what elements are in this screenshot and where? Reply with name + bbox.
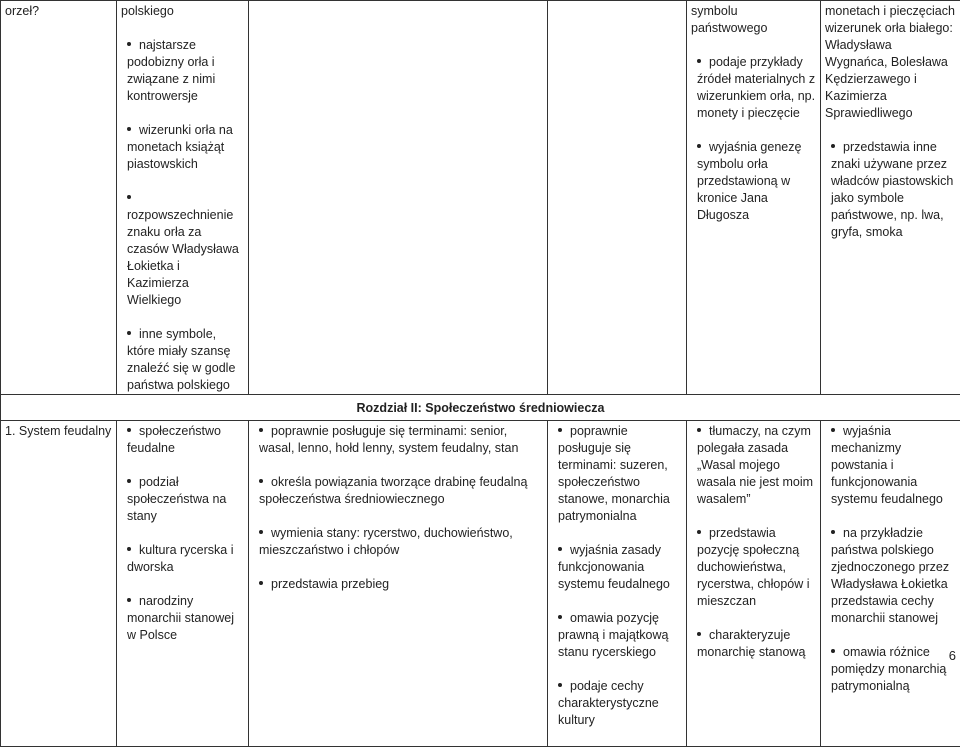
page-number: 6 bbox=[949, 648, 956, 663]
list-item: narodziny monarchii stanowej w Polsce bbox=[121, 593, 244, 644]
list-item: przedstawia inne znaki używane przez władców piastowskich jako symbole państwowe, np. lwa, gryfa, smoka bbox=[825, 139, 956, 241]
topic-cell: 1. System feudalny bbox=[1, 421, 117, 747]
requirements-cell bbox=[821, 421, 960, 747]
list-item: wizerunki orła na monetach książąt piastowskich bbox=[121, 122, 244, 173]
requirements-cell bbox=[687, 421, 821, 747]
list-item: określa powiązania tworzące drabinę feudalną społeczeństwa średniowiecznego bbox=[253, 474, 543, 508]
list-item: przedstawia przebieg bbox=[253, 576, 543, 593]
list-item: rozpowszechnienie znaku orła za czasów Władysława Łokietka i Kazimierza Wielkiego bbox=[121, 190, 244, 309]
requirements-list bbox=[825, 139, 956, 241]
list-item: poprawnie posługuje się terminami: suzeren, społeczeństwo stanowe, monarchia patrymonialna bbox=[552, 423, 682, 525]
requirements-list bbox=[691, 54, 816, 224]
list-item: charakteryzuje monarchię stanową bbox=[691, 627, 816, 661]
requirements-list bbox=[691, 423, 816, 661]
list-item: kultura rycerska i dworska bbox=[121, 542, 244, 576]
requirements-cell: monetach i pieczęciach wizerunek orła białego: Władysława Wygnańca, Bolesława Kędzierzawego i Kazimierza Sprawiedliwego przedstawia inne znaki używane przez władców piastowskich jako symbole państwowe, np. lwa, gryfa, smoka bbox=[821, 1, 960, 395]
list-item: wymienia stany: rycerstwo, duchowieństwo, mieszczaństwo i chłopów bbox=[253, 525, 543, 559]
list-item: wyjaśnia mechanizmy powstania i funkcjonowania systemu feudalnego bbox=[825, 423, 956, 508]
requirements-list bbox=[253, 423, 543, 593]
list-item: najstarsze podobizny orła i związane z nimi kontrowersje bbox=[121, 37, 244, 105]
list-item: poprawnie posługuje się terminami: senior, wasal, lenno, hołd lenny, system feudalny, stan bbox=[253, 423, 543, 457]
list-item: podaje cechy charakterystyczne kultury bbox=[552, 678, 682, 729]
list-item: przedstawia pozycję społeczną duchowieństwa, rycerstwa, chłopów i mieszczan bbox=[691, 525, 816, 610]
list-item: wyjaśnia genezę symbolu orła przedstawioną w kronice Jana Długosza bbox=[691, 139, 816, 224]
list-item: wyjaśnia zasady funkcjonowania systemu feudalnego bbox=[552, 542, 682, 593]
requirements-cell: symbolu państwowego podaje przykłady źródeł materialnych z wizerunkiem orła, np. monety i pieczęcie wyjaśnia genezę symbolu orła przedstawioną w kronice Jana Długosza bbox=[687, 1, 821, 395]
empty-cell bbox=[249, 1, 548, 395]
requirements-list bbox=[825, 423, 956, 695]
section-header-row bbox=[1, 395, 960, 421]
requirements-cell bbox=[548, 421, 687, 747]
list-item: podział społeczeństwa na stany bbox=[121, 474, 244, 525]
empty-cell bbox=[548, 1, 687, 395]
content-list bbox=[121, 37, 244, 394]
list-item: omawia różnice pomiędzy monarchią patrymonialną bbox=[825, 644, 956, 695]
content-list bbox=[121, 423, 244, 644]
list-item: inne symbole, które miały szansę znaleźć się w godle państwa polskiego bbox=[121, 326, 244, 394]
list-item: tłumaczy, na czym polegała zasada „Wasal mojego wasala nie jest moim wasalem” bbox=[691, 423, 816, 508]
list-item: omawia pozycję prawną i majątkową stanu rycerskiego bbox=[552, 610, 682, 661]
table-row bbox=[1, 1, 960, 395]
requirements-list bbox=[552, 423, 682, 729]
list-item: społeczeństwo feudalne bbox=[121, 423, 244, 457]
content-cell bbox=[117, 421, 249, 747]
list-item: podaje przykłady źródeł materialnych z wizerunkiem orła, np. monety i pieczęcie bbox=[691, 54, 816, 122]
table-row bbox=[1, 421, 960, 747]
requirements-cell bbox=[249, 421, 548, 747]
topic-cell: orzeł? bbox=[1, 1, 117, 395]
list-item: na przykładzie państwa polskiego zjednoczonego przez Władysława Łokietka przedstawia cechy monarchii stanowej bbox=[825, 525, 956, 627]
section-title: Rozdział II: Społeczeństwo średniowiecza bbox=[1, 395, 960, 421]
content-cell: polskiego najstarsze podobizny orła i związane z nimi kontrowersje wizerunki orła na monetach książąt piastowskich rozpowszechnienie znaku orła za czasów Władysława Łokietka i Kazimierza Wielkiego inne symbole, które miały szansę znaleźć się w godle państwa polskiego bbox=[117, 1, 249, 395]
